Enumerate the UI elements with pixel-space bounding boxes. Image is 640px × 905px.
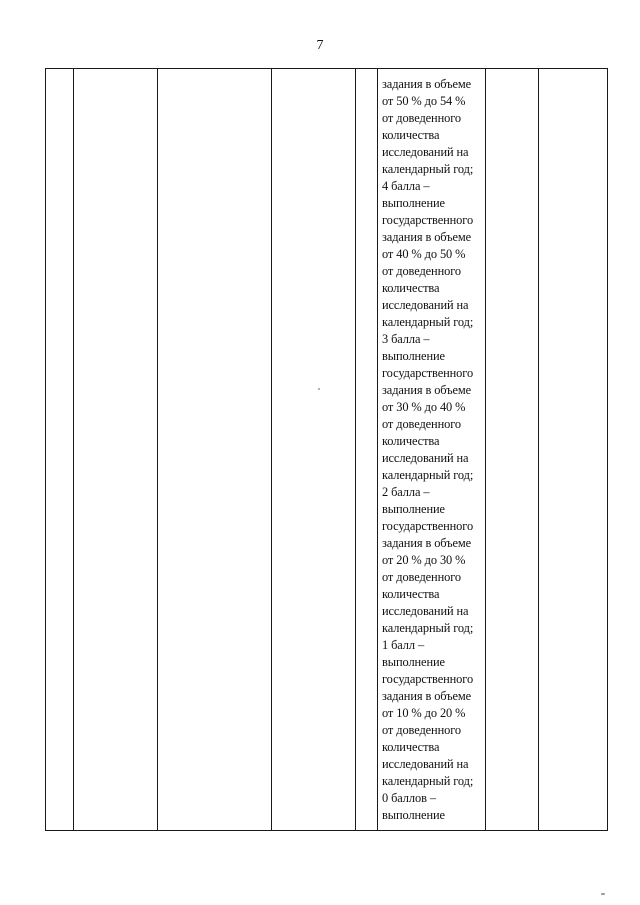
criteria-table (45, 68, 608, 831)
table-cell-indicator (74, 69, 158, 831)
table-cell-weight (539, 69, 608, 831)
table-cell-number (46, 69, 74, 831)
scan-speck (318, 388, 320, 390)
table-cell-periodicity (486, 69, 539, 831)
scan-speck (601, 893, 605, 895)
table-cell-criteria (378, 69, 486, 831)
table-row (46, 69, 608, 831)
criteria-text: задания в объеме от 50 % до 54 % от доведенного количества исследований на календарный год; 4 балла – выполнение государственного задания в объеме от 40 % до 50 % от доведенного количества исследований на календарный год; 3 балла – выполнение государственного задания в объеме от 30 % до 40 % от доведенного количества исследований на календарный год; 2 балла – выполнение государственного задания в объеме от 20 % до 30 % от доведенного количества исследований на календарный год; 1 балл – выполнение государственного задания в объеме от 10 % до 20 % от доведенного количества исследований на календарный год; 0 баллов – выполнение (382, 77, 474, 822)
table-cell-basis (272, 69, 356, 831)
table-cell-narrow (356, 69, 378, 831)
page-number: 7 (316, 38, 324, 53)
table-cell-description (158, 69, 272, 831)
